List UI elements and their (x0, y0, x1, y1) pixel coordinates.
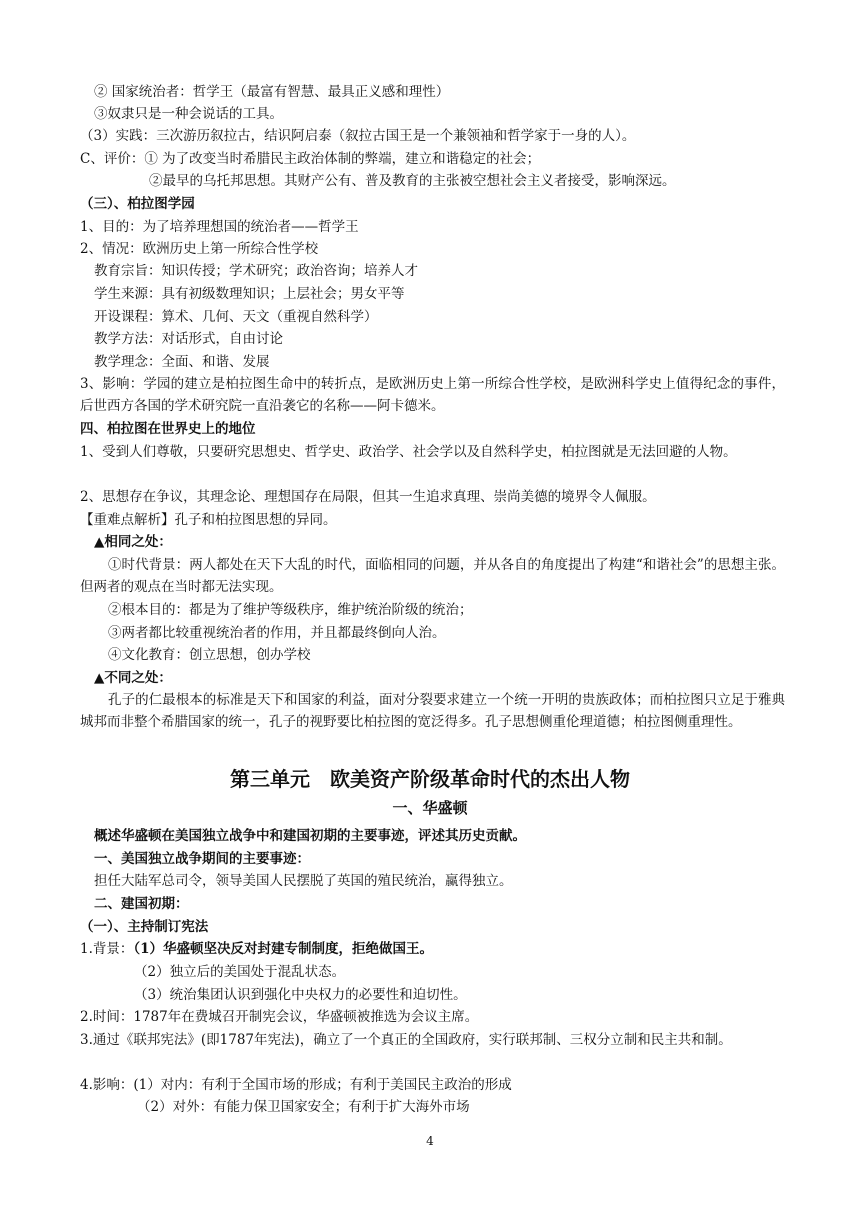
text-line: ②根本目的：都是为了维护等级秩序，维护统治阶级的统治； (108, 602, 473, 618)
subsection-heading: （三）、柏拉图学园 (80, 196, 195, 212)
text-line: ④文化教育：创立思想，创办学校 (108, 647, 311, 663)
text-line: 一、美国独立战争期间的主要事迹： (94, 851, 310, 867)
text-line: 教学方法：对话形式，自由讨论 (94, 331, 283, 347)
background-label: 1.背景： (80, 941, 134, 957)
text-line: 概述华盛顿在美国独立战争中和建国初期的主要事迹，评述其历史贡献。 (94, 828, 526, 844)
page-number: 4 (426, 1134, 434, 1148)
unit-title: 第三单元 欧美资产阶级革命时代的杰出人物 (230, 767, 630, 791)
background-point-1: （1）华盛顿坚决反对封建专制制度，拒绝做国王。 (133, 941, 434, 957)
text-line: 2、思想存在争议，其理念论、理想国存在局限，但其一生追求真理、崇尚美德的境界令人佩服。 (80, 489, 656, 505)
text-line: C、评价：① 为了改变当时希腊民主政治体制的弊端，建立和谐稳定的社会； (80, 151, 541, 167)
similarities-heading: ▲相同之处： (94, 534, 172, 550)
text-line: 4.影响：(1）对内：有利于全国市场的形成；有利于美国民主政治的形成 (80, 1077, 512, 1093)
text-line: ②最早的乌托邦思想。其财产公有、普及教育的主张被空想社会主义者接受，影响深远。 (149, 173, 676, 189)
text-line: 1、目的：为了培养理想国的统治者——哲学王 (80, 219, 359, 235)
paragraph: 孔子的仁最根本的标准是天下和国家的利益，面对分裂要求建立一个统一开明的贵族政体；而柏拉图只立足于雅典城邦而非整个希腊国家的统一，孔子的视野要比柏拉图的宽泛得多。孔子思想侧重伦理道德；柏拉图侧重理性。 (80, 692, 785, 730)
analysis-heading: 【重难点解析】孔子和柏拉图思想的异同。 (80, 512, 337, 528)
text-line: （2）独立后的美国处于混乱状态。 (134, 964, 346, 980)
section-heading: 四、柏拉图在世界史上的地位 (80, 421, 256, 437)
subsection-heading: （一）、主持制订宪法 (80, 919, 209, 935)
text-line: 教育宗旨：知识传授；学术研究；政治咨询；培养人才 (94, 263, 418, 279)
section-title: 一、华盛顿 (392, 799, 468, 817)
paragraph: 3、影响：学园的建立是柏拉图生命中的转折点，是欧洲历史上第一所综合性学校，是欧洲科学史上值得纪念的事件，后世西方各国的学术研究院一直沿袭它的名称——阿卡德米。 (80, 376, 785, 414)
text-line: 开设课程：算术、几何、天文（重视自然科学） (94, 309, 378, 325)
text-line: （3）实践：三次游历叙拉古，结识阿启泰（叙拉古国王是一个兼领袖和哲学家于一身的人）。 (80, 128, 636, 144)
text-line: 担任大陆军总司令，领导美国人民摆脱了英国的殖民统治，赢得独立。 (94, 873, 513, 889)
text-line: 2.时间：1787年在费城召开制宪会议，华盛顿被推选为会议主席。 (80, 1009, 479, 1025)
text-line: ③奴隶只是一种会说话的工具。 (94, 106, 283, 122)
text-line: 2、情况：欧洲历史上第一所综合性学校 (80, 241, 319, 257)
text-line: 学生来源：具有初级数理知识；上层社会；男女平等 (94, 286, 405, 302)
text-line: 二、建国初期： (94, 896, 189, 912)
paragraph: 3.通过《联邦宪法》(即1787年宪法)，确立了一个真正的全国政府，实行联邦制、三权分立制和民主共和制。 (80, 1032, 732, 1048)
text-line (80, 938, 785, 960)
paragraph: ①时代背景：两人都处在天下大乱的时代，面临相同的问题，并从各自的角度提出了构建“和谐社会”的思想主张。但两者的观点在当时都无法实现。 (80, 557, 785, 595)
text-line: ③两者都比较重视统治者的作用，并且都最终倒向人治。 (108, 625, 446, 641)
differences-heading: ▲不同之处： (94, 670, 172, 686)
text-line: （2）对外：有能力保卫国家安全；有利于扩大海外市场 (137, 1099, 470, 1115)
text-line: ② 国家统治者：哲学王（最富有智慧、最具正义感和理性） (94, 84, 450, 100)
text-line: 教学理念：全面、和谐、发展 (94, 354, 270, 370)
paragraph: 1、受到人们尊敬，只要研究思想史、哲学史、政治学、社会学以及自然科学史，柏拉图就是无法回避的人物。 (80, 444, 737, 460)
text-line: （3）统治集团认识到强化中央权力的必要性和迫切性。 (134, 987, 467, 1003)
